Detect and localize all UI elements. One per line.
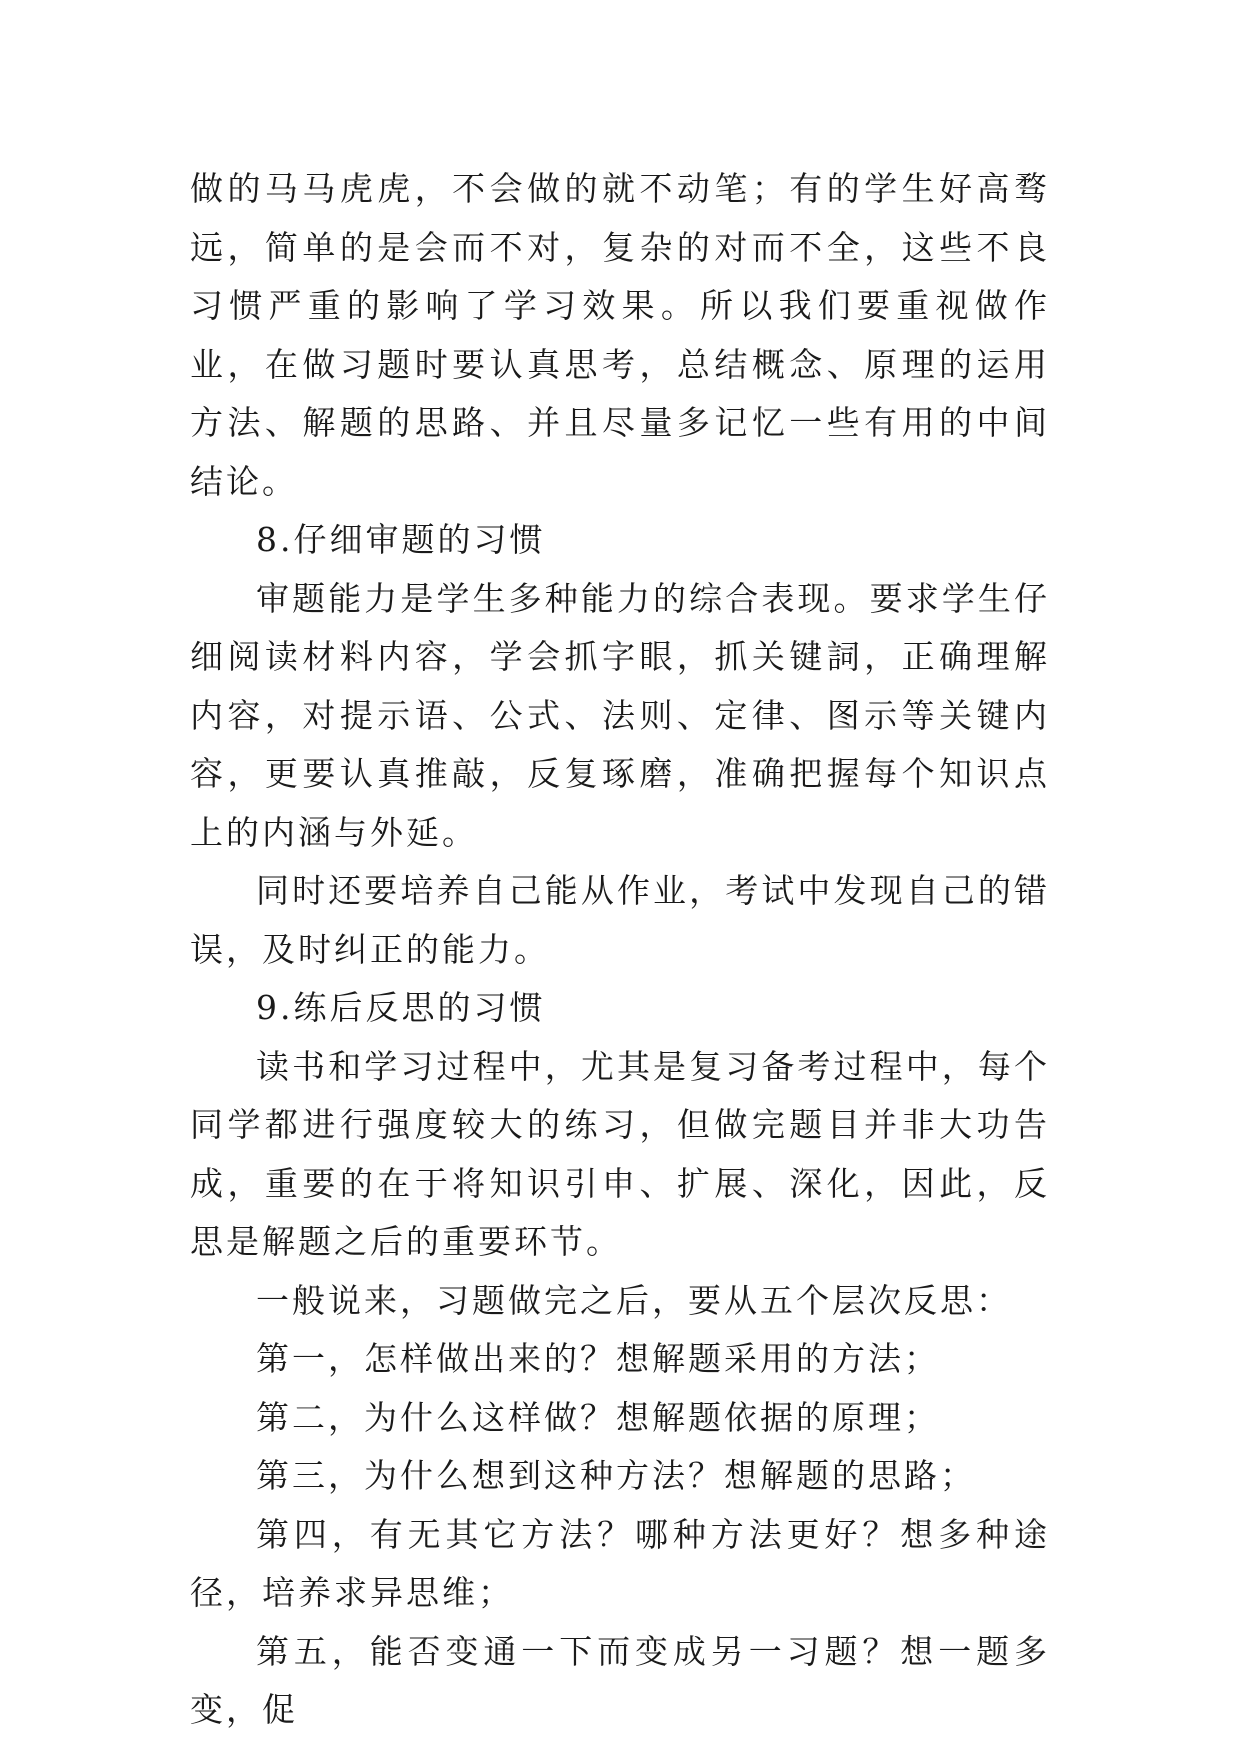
list-item: 第四，有无其它方法？哪种方法更好？想多种途径，培养求异思维； xyxy=(190,1514,1050,1612)
paragraph: 做的马马虎虎，不会做的就不动笔；有的学生好高骛远，简单的是会而不对，复杂的对而不全，这些不良习惯严重的影响了学习效果。所以我们要重视做作业，在做习题时要认真思考，总结概念、原理的运用方法、解题的思路、并且尽量多记忆一些有用的中间结论。 xyxy=(190,169,1050,501)
list-item: 第二，为什么这样做？想解题依据的原理； xyxy=(256,1397,940,1437)
document-body xyxy=(190,160,1050,1740)
section-heading: 8.仔细审题的习惯 xyxy=(256,520,546,559)
list-item: 第一，怎样做出来的？想解题采用的方法； xyxy=(256,1339,940,1378)
list-item: 第三，为什么想到这种方法？想解题的思路； xyxy=(256,1456,976,1495)
paragraph: 一般说来，习题做完之后，要从五个层次反思： xyxy=(256,1280,1012,1320)
section-heading: 9.练后反思的习惯 xyxy=(256,988,546,1027)
list-item: 第五，能否变通一下而变成另一习题？想一题多变，促 xyxy=(190,1631,1050,1729)
paragraph: 同时还要培养自己能从作业，考试中发现自己的错误，及时纠正的能力。 xyxy=(190,871,1050,969)
paragraph: 审题能力是学生多种能力的综合表现。要求学生仔细阅读材料内容，学会抓字眼，抓关键詞，正确理解内容，对提示语、公式、法则、定律、图示等关键内容，更要认真推敲，反复琢磨，准确把握每个知识点上的内涵与外延。 xyxy=(190,578,1050,852)
paragraph: 读书和学习过程中，尤其是复习备考过程中，每个同学都进行强度较大的练习，但做完题目并非大功告成，重要的在于将知识引申、扩展、深化，因此，反思是解题之后的重要环节。 xyxy=(190,1046,1050,1261)
